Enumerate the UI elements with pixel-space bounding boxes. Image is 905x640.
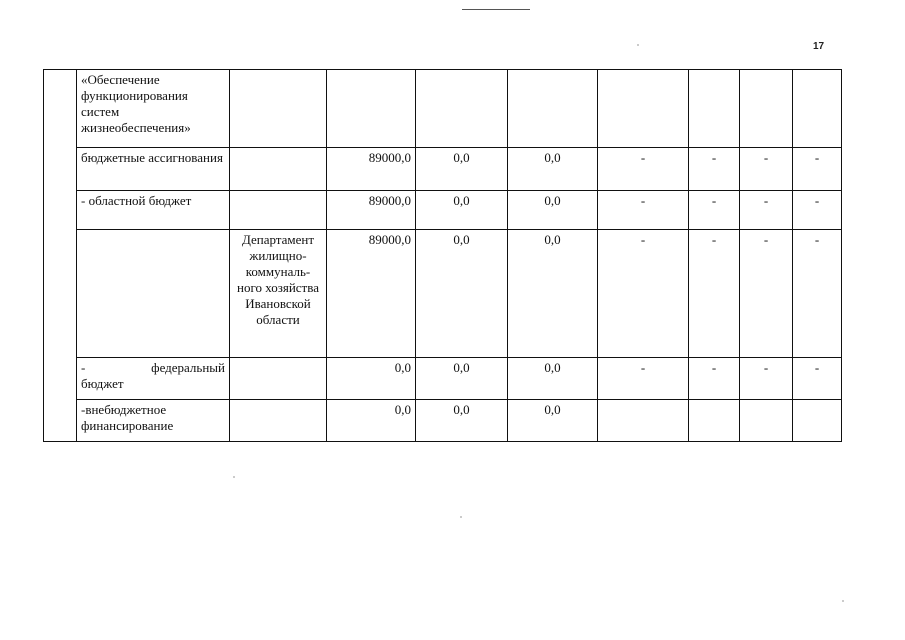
total-cell (327, 70, 416, 148)
scan-speck (233, 476, 235, 478)
total-cell: 89000,0 (327, 230, 416, 358)
recipient-cell (230, 70, 327, 148)
label-cell: «Обеспечение функционирования систем жизнеобеспечения» (77, 70, 230, 148)
dash-cell: - (598, 230, 689, 358)
dash-cell: - (793, 191, 842, 230)
dash-cell: - (689, 191, 740, 230)
table-row (44, 191, 842, 230)
dash-cell: - (740, 230, 793, 358)
scan-speck (637, 44, 639, 46)
dash-cell: - (740, 191, 793, 230)
table-row (44, 148, 842, 191)
dash-cell (598, 70, 689, 148)
label-dash: - (81, 360, 86, 375)
value-cell: 0,0 (508, 358, 598, 400)
label-cell: бюджетные ассигнования (77, 148, 230, 191)
value-cell: 0,0 (508, 191, 598, 230)
value-cell: 0,0 (508, 148, 598, 191)
recipient-cell (230, 191, 327, 230)
dash-cell (689, 70, 740, 148)
dash-cell (793, 70, 842, 148)
value-cell: 0,0 (508, 400, 598, 442)
dash-cell (598, 400, 689, 442)
dash-cell: - (689, 148, 740, 191)
dash-cell: - (689, 358, 740, 400)
value-cell: 0,0 (416, 358, 508, 400)
dash-cell: - (793, 148, 842, 191)
dash-cell: - (598, 148, 689, 191)
total-cell: 89000,0 (327, 148, 416, 191)
top-rule (462, 9, 530, 10)
total-cell: 0,0 (327, 400, 416, 442)
total-cell: 89000,0 (327, 191, 416, 230)
table-row (44, 70, 842, 148)
scan-speck (842, 600, 844, 602)
dash-cell: - (598, 358, 689, 400)
dash-cell: - (793, 230, 842, 358)
dash-cell: - (740, 358, 793, 400)
value-cell: 0,0 (508, 230, 598, 358)
value-cell: 0,0 (416, 230, 508, 358)
budget-table (43, 69, 842, 442)
value-cell (416, 70, 508, 148)
index-cell (44, 70, 77, 442)
table-row (44, 358, 842, 400)
total-cell: 0,0 (327, 358, 416, 400)
dash-cell (689, 400, 740, 442)
value-cell: 0,0 (416, 148, 508, 191)
label-word: федеральный (151, 360, 225, 375)
scan-speck (460, 516, 462, 518)
dash-cell: - (740, 148, 793, 191)
page-number: 17 (813, 41, 825, 52)
label-cell: - областной бюджет (77, 191, 230, 230)
table-row (44, 230, 842, 358)
dash-cell: - (598, 191, 689, 230)
label-cell (77, 358, 230, 400)
dash-cell (793, 400, 842, 442)
recipient-cell: Департамент жилищно-коммуналь-ного хозяйства Ивановской области (230, 230, 327, 358)
label-cell: -внебюджетное финансирование (77, 400, 230, 442)
recipient-cell (230, 148, 327, 191)
recipient-cell (230, 358, 327, 400)
dash-cell: - (793, 358, 842, 400)
table-row (44, 400, 842, 442)
dash-cell (740, 70, 793, 148)
value-cell: 0,0 (416, 400, 508, 442)
label-cell (77, 230, 230, 358)
label-word: бюджет (81, 376, 124, 391)
label-line (81, 360, 225, 376)
value-cell: 0,0 (416, 191, 508, 230)
dash-cell (740, 400, 793, 442)
dash-cell: - (689, 230, 740, 358)
value-cell (508, 70, 598, 148)
recipient-cell (230, 400, 327, 442)
